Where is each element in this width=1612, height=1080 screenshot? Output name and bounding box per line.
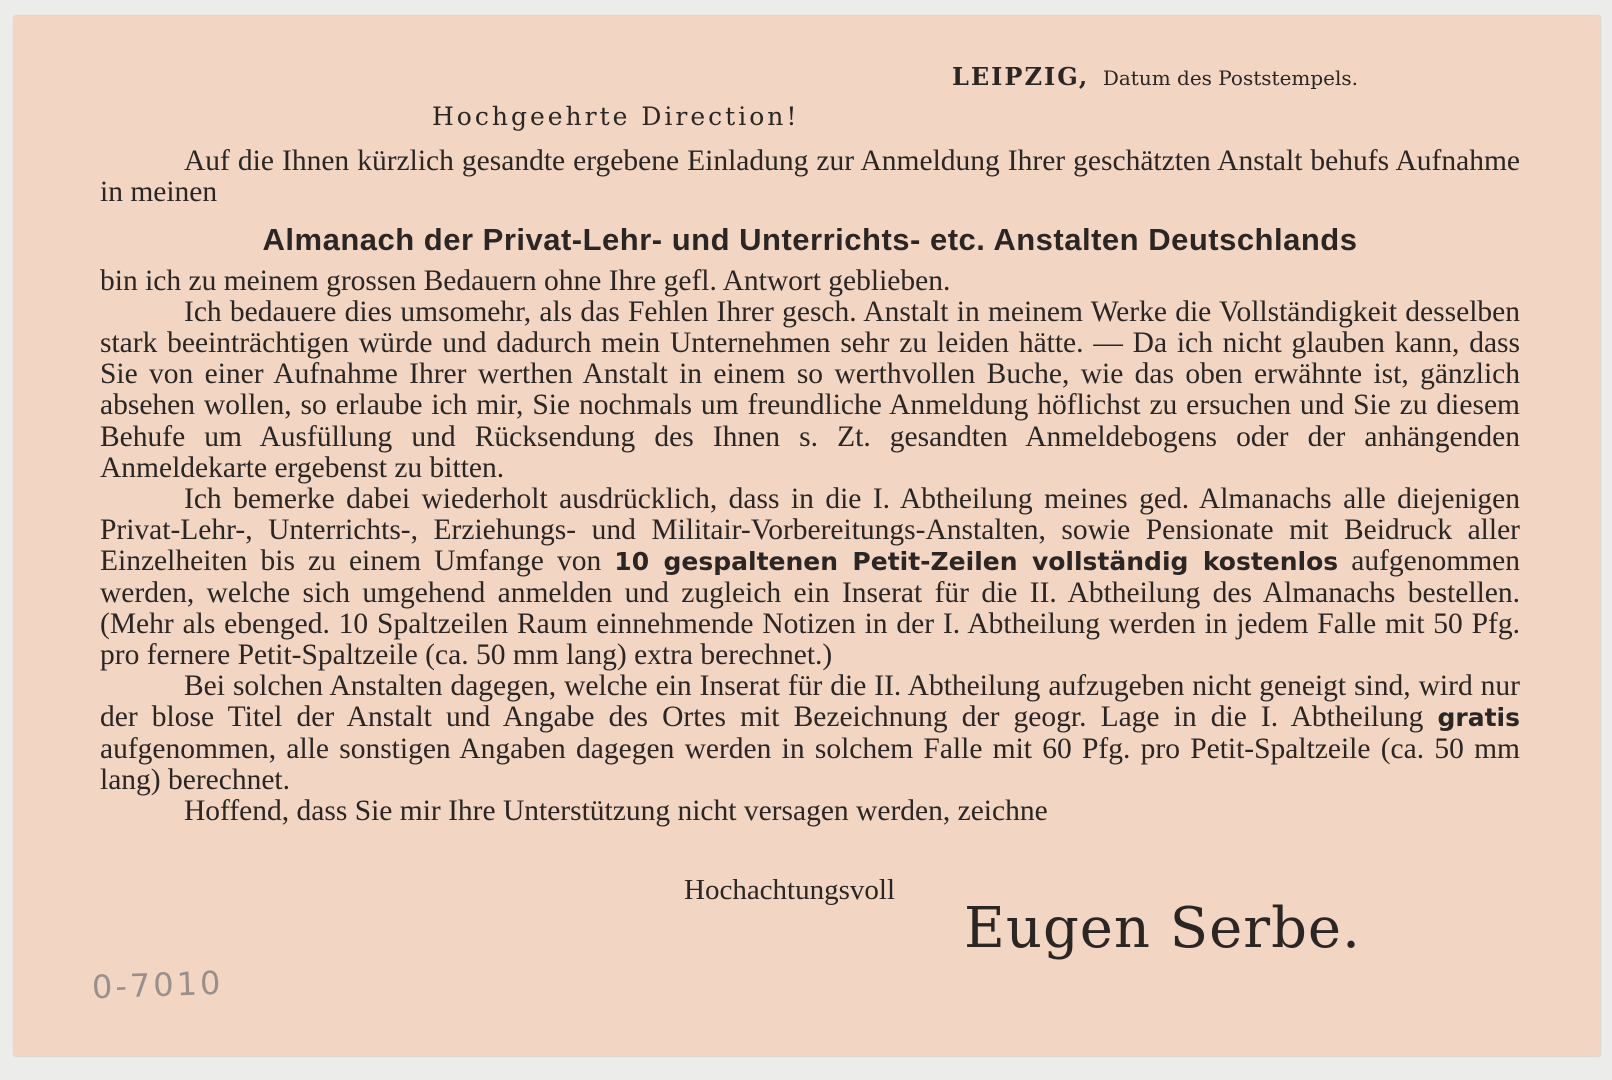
- salutation: Hochgeehrte Direction!: [432, 102, 800, 131]
- paragraph-3-emphasis: 10 gespaltenen Petit-Zeilen vollständig kostenlos: [614, 547, 1339, 577]
- almanac-title: Almanach der Privat-Lehr- und Unterrichts- etc. Anstalten Deutschlands: [262, 222, 1358, 258]
- paragraph-4-text-a: Bei solchen Anstalten dagegen, welche ein Inserat für die II. Abtheilung aufzugeben nicht geneigt sind, wird nur der blose Titel der Anstalt und Angabe des Ortes mit Bezeichnung der geogr. Lage in die I. Abtheilung: [100, 670, 1520, 734]
- paragraph-4-text-b: aufgenommen, alle sonstigen Angaben dagegen werden in solchem Falle mit 60 Pfg. pro Petit-Spaltzeile (ca. 50 mm lang) berechnet.: [100, 732, 1520, 796]
- closing: Hochachtungsvoll: [684, 874, 896, 906]
- paragraph-4-emphasis: gratis: [1437, 703, 1521, 733]
- paragraph-2: Ich bedauere dies umsomehr, als das Fehlen Ihrer gesch. Anstalt in meinem Werke die Vollständigkeit desselben stark beeinträchtigen würde und dadurch mein Unternehmen sehr zu leiden hätte. — Da ich nicht glauben kann, dass Sie von einer Aufnahme Ihrer werthen Anstalt in einem so werthvollen Buche, wie das oben erwähnte ist, gänzlich absehen wollen, so erlaube ich mir, Sie nochmals um freundliche Anmeldung höflichst zu ersuchen und Sie zu diesem Behufe um Ausfüllung und Rücksendung des Ihnen s. Zt. gesandten Anmeldebogens oder der anhängenden Anmeldekarte ergebenst zu bitten.: [100, 295, 1520, 484]
- paragraph-3: [100, 484, 1520, 671]
- signature: Eugen Serbe.: [964, 896, 1361, 961]
- intro-paragraph: Auf die Ihnen kürzlich gesandte ergebene Einladung zur Anmeldung Ihrer geschätzten Anstalt behufs Aufnahme in meinen: [100, 145, 1520, 209]
- place-date: [952, 62, 1358, 91]
- paragraph-4: [100, 671, 1520, 796]
- paragraph-5: Hoffend, dass Sie mir Ihre Unterstützung nicht versagen werden, zeichne: [184, 795, 1048, 828]
- postcard: [14, 16, 1600, 1056]
- paragraph-3-text-b: aufgenommen werden, welche sich umgehend anmelden und zugleich ein Inserat für die II. Abtheilung des Almanachs bestellen. (Mehr als ebenged. 10 Spaltzeilen Raum einnehmende Notizen in der I. Abtheilung werden in jedem Falle mit 50 Pfg. pro fernere Petit-Spaltzeile (ca. 50 mm lang) extra berechnet.): [100, 545, 1521, 672]
- paragraph-1: bin ich zu meinem grossen Bedauern ohne Ihre gefl. Antwort geblieben.: [100, 264, 951, 297]
- letter-body: [100, 146, 1520, 827]
- city: LEIPZIG,: [952, 62, 1090, 91]
- date-note: Datum des Poststempels.: [1102, 66, 1359, 90]
- paragraph-3-text-a: Ich bemerke dabei wiederholt ausdrücklich, dass in die I. Abtheilung meines ged. Almanachs alle diejenigen Privat-Lehr-, Unterrichts-, Erziehungs- und Militair-Vorbereitungs-Anstalten, sowie Pensionate mit Beidruck aller Einzelheiten bis zu einem Umfange von: [100, 483, 1520, 578]
- pencil-note: 0-7010: [91, 963, 224, 1007]
